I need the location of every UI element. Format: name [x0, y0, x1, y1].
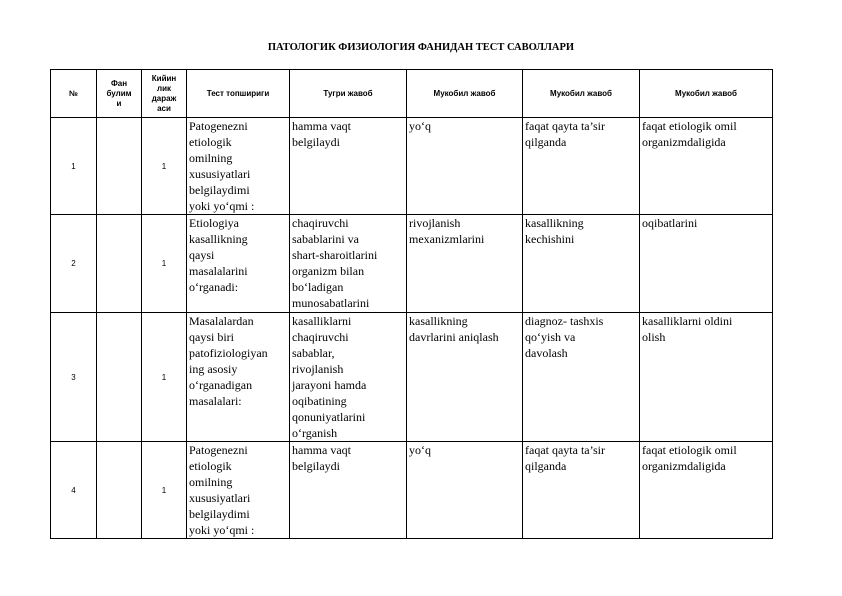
row-number: 4 — [51, 442, 97, 539]
header-correct-answer: Тугри жавоб — [290, 70, 407, 118]
header-alt-answer-1: Мукобил жавоб — [407, 70, 523, 118]
row-alt-answer-2: diagnoz- tashxis qo‘yish va davolash — [523, 313, 640, 442]
row-alt-answer-2: faqat qayta ta’sir qilganda — [523, 442, 640, 539]
table-row — [51, 442, 773, 539]
document-title: ПАТОЛОГИК ФИЗИОЛОГИЯ ФАНИДАН ТЕСТ САВОЛЛАРИ — [267, 42, 575, 53]
row-task: Patogenezni etiologik omilning xususiyatlari belgilaydimi yoki yo‘qmi : — [187, 442, 290, 539]
row-correct-answer: chaqiruvchi sabablarini va shart-sharoitlarini organizm bilan bo‘ladigan munosabatlarini — [290, 215, 407, 313]
row-alt-answer-3: faqat etiologik omil organizmdaligida — [640, 442, 773, 539]
table-row — [51, 313, 773, 442]
row-task: Masalalardan qaysi biri patofiziologiyan ing asosiy o‘rganadigan masalalari: — [187, 313, 290, 442]
row-difficulty: 1 — [142, 442, 187, 539]
table-row — [51, 118, 773, 215]
row-difficulty: 1 — [142, 118, 187, 215]
row-section — [97, 215, 142, 313]
row-alt-answer-1: yo‘q — [407, 118, 523, 215]
row-correct-answer: hamma vaqt belgilaydi — [290, 442, 407, 539]
row-task: Patogenezni etiologik omilning xususiyatlari belgilaydimi yoki yo‘qmi : — [187, 118, 290, 215]
row-number: 3 — [51, 313, 97, 442]
header-section: Фан булим и — [97, 70, 142, 118]
header-difficulty: Кийин лик дараж аси — [142, 70, 187, 118]
row-difficulty: 1 — [142, 215, 187, 313]
row-correct-answer: kasalliklarni chaqiruvchi sabablar, rivojlanish jarayoni hamda oqibatining qonuniyatlarini o‘rganish — [290, 313, 407, 442]
header-task: Тест топшириги — [187, 70, 290, 118]
row-alt-answer-3: faqat etiologik omil organizmdaligida — [640, 118, 773, 215]
row-alt-answer-3: kasalliklarni oldini olish — [640, 313, 773, 442]
row-task: Etiologiya kasallikning qaysi masalalarini o‘rganadi: — [187, 215, 290, 313]
row-section — [97, 313, 142, 442]
row-section — [97, 118, 142, 215]
test-questions-table — [50, 69, 773, 539]
row-difficulty: 1 — [142, 313, 187, 442]
header-row — [51, 70, 773, 118]
row-correct-answer: hamma vaqt belgilaydi — [290, 118, 407, 215]
row-alt-answer-2: kasallikning kechishini — [523, 215, 640, 313]
row-number: 2 — [51, 215, 97, 313]
row-number: 1 — [51, 118, 97, 215]
row-alt-answer-1: kasallikning davrlarini aniqlash — [407, 313, 523, 442]
header-alt-answer-3: Мукобил жавоб — [640, 70, 773, 118]
table-row — [51, 215, 773, 313]
row-alt-answer-1: yo‘q — [407, 442, 523, 539]
row-alt-answer-3: oqibatlarini — [640, 215, 773, 313]
header-number: № — [51, 70, 97, 118]
row-alt-answer-1: rivojlanish mexanizmlarini — [407, 215, 523, 313]
header-alt-answer-2: Мукобил жавоб — [523, 70, 640, 118]
row-alt-answer-2: faqat qayta ta’sir qilganda — [523, 118, 640, 215]
row-section — [97, 442, 142, 539]
